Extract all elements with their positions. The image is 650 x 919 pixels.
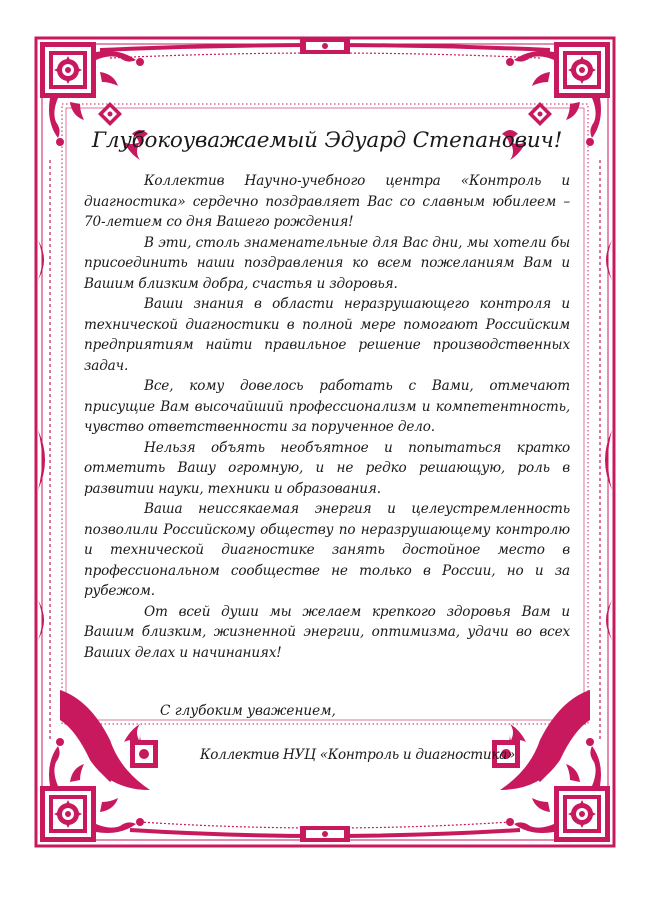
paragraph: Ваша неиссякаемая энергия и целеустремленность позволили Российскому обществу по неразрушающему контролю и технической диагностике занять достойное место в профессиональном сообществе не только в России, но и за рубежом. xyxy=(84,501,570,599)
letter-body xyxy=(84,171,570,663)
closing-line: С глубоким уважением, xyxy=(160,703,336,719)
signature-line: Коллектив НУЦ «Контроль и диагностика» xyxy=(200,747,515,763)
paragraph: В эти, столь знаменательные для Вас дни, мы хотели бы присоединить наши поздравления ко всем пожеланиям Вам и Вашим близким добра, счастья и здоровья. xyxy=(84,234,570,292)
paragraph: Ваши знания в области неразрушающего контроля и технической диагностики в полной мере помогают Российским предприятиям найти правильное решение производственных задач. xyxy=(84,296,570,374)
paragraph: Нельзя объять необъятное и попытаться кратко отметить Вашу огромную, и не редко решающую, роль в развитии науки, техники и образования. xyxy=(84,439,570,497)
paragraph: От всей души мы желаем крепкого здоровья Вам и Вашим близким, жизненной энергии, оптимизма, удачи во всех Ваших делах и начинаниях! xyxy=(84,603,570,661)
letter-content xyxy=(84,128,570,663)
paragraph: Все, кому довелось работать с Вами, отмечают присущие Вам высочайший профессионализм и компетентность, чувство ответственности за порученное дело. xyxy=(84,378,570,435)
salutation: Глубокоуважаемый Эдуард Степанович! xyxy=(91,128,563,153)
paragraph: Коллектив Научно-учебного центра «Контроль и диагностика» сердечно поздравляет Вас со славным юбилеем – 70-летием со дня Вашего рождения! xyxy=(84,173,570,230)
